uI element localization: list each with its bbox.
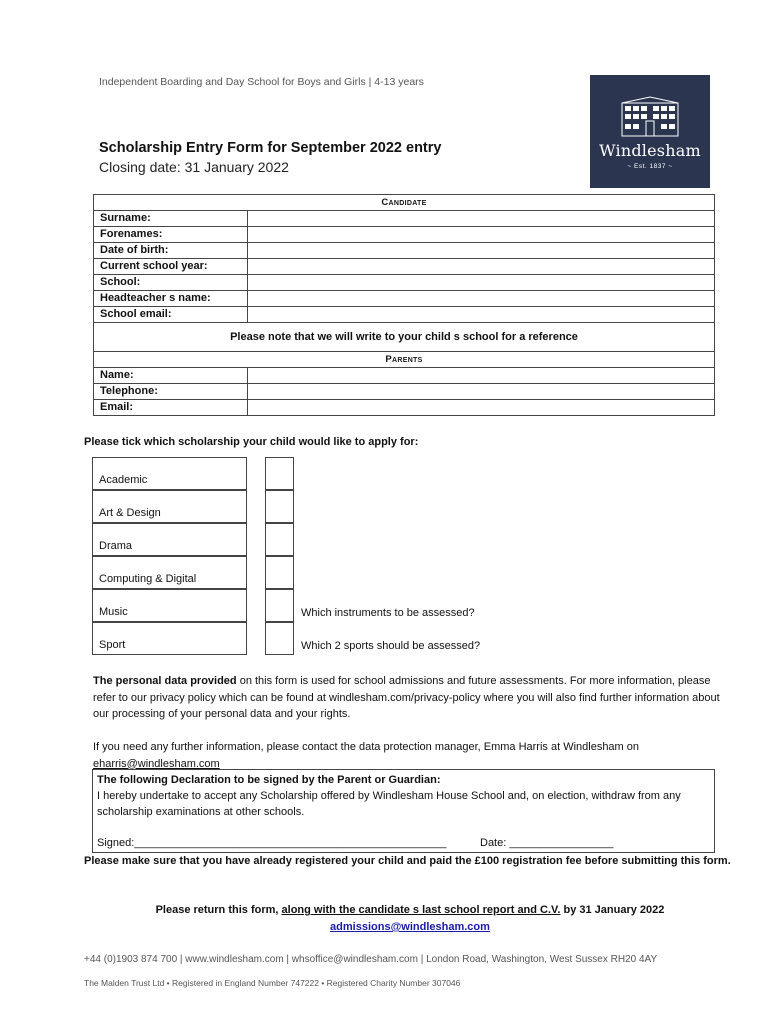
return-suffix: by 31 January 2022: [560, 904, 665, 916]
reference-note: Please note that we will write to your child s school for a reference: [94, 323, 715, 352]
logo-name: Windlesham: [599, 141, 701, 160]
field-label: Forenames:: [94, 227, 248, 243]
field-label: Email:: [94, 400, 248, 416]
return-instructions: [84, 902, 736, 936]
closing-date: Closing date: 31 January 2022: [99, 159, 289, 175]
contact-paragraph: [93, 739, 733, 772]
option-sport: Sport: [92, 622, 247, 655]
privacy-text: on this form is used for school admissions and future assessments. For more information, please refer to our privacy policy which can be found at windlesham.com/privacy-policy where you will also find further information about our processing of your personal data and your rights.: [93, 675, 720, 720]
table-row: [94, 275, 715, 291]
privacy-lead: The personal data provided: [93, 675, 237, 687]
art-design-checkbox[interactable]: [265, 490, 294, 523]
computing-digital-checkbox[interactable]: [265, 556, 294, 589]
headteacher-name-field[interactable]: [248, 291, 715, 307]
registration-note: Please make sure that you have already registered your child and paid the £100 registration fee before submitting this form.: [84, 855, 731, 867]
school-tagline: Independent Boarding and Day School for Boys and Girls | 4-13 years: [99, 76, 424, 88]
date-line[interactable]: Date: _________________: [480, 837, 614, 849]
option-academic: Academic: [92, 457, 247, 490]
table-row: [94, 291, 715, 307]
table-row: [94, 307, 715, 323]
field-label: School:: [94, 275, 248, 291]
table-row: [94, 243, 715, 259]
music-instruments-question: Which instruments to be assessed?: [301, 607, 475, 619]
table-row: [94, 227, 715, 243]
declaration-text: I hereby undertake to accept any Scholarship offered by Windlesham House School and, on election, withdraw from any scholarship examinations at other schools.: [97, 790, 681, 818]
school-field[interactable]: [248, 275, 715, 291]
field-label: Headteacher s name:: [94, 291, 248, 307]
table-row: [94, 384, 715, 400]
logo-established: ~ Est. 1837 ~: [627, 163, 673, 170]
field-label: Current school year:: [94, 259, 248, 275]
parent-name-field[interactable]: [248, 368, 715, 384]
music-checkbox[interactable]: [265, 589, 294, 622]
field-label: Date of birth:: [94, 243, 248, 259]
current-school-year-field[interactable]: [248, 259, 715, 275]
dpm-email-link[interactable]: eharris@windlesham.com: [93, 757, 220, 770]
option-drama: Drama: [92, 523, 247, 556]
field-label: Name:: [94, 368, 248, 384]
sport-question: Which 2 sports should be assessed?: [301, 640, 481, 652]
field-label: Surname:: [94, 211, 248, 227]
option-music: Music: [92, 589, 247, 622]
sport-checkbox[interactable]: [265, 622, 294, 655]
parent-telephone-field[interactable]: [248, 384, 715, 400]
scholarship-intro: Please tick which scholarship your child would like to apply for:: [84, 436, 419, 448]
form-title: Scholarship Entry Form for September 2022 entry: [99, 140, 442, 156]
return-underlined: along with the candidate s last school report and C.V.: [281, 904, 561, 916]
contact-text: If you need any further information, please contact the data protection manager, Emma Harris at Windlesham on: [93, 741, 640, 753]
parent-email-field[interactable]: [248, 400, 715, 416]
option-art-design: Art & Design: [92, 490, 247, 523]
field-label: School email:: [94, 307, 248, 323]
declaration-heading: The following Declaration to be signed by the Parent or Guardian:: [97, 774, 441, 786]
footer-legal: The Malden Trust Ltd • Registered in England Number 747222 • Registered Charity Number 307046: [84, 978, 461, 988]
table-row: [94, 211, 715, 227]
table-row: [94, 259, 715, 275]
footer-contact: +44 (0)1903 874 700 | www.windlesham.com | whsoffice@windlesham.com | London Road, Washington, West Sussex RH20 4AY: [84, 954, 658, 965]
drama-checkbox[interactable]: [265, 523, 294, 556]
privacy-paragraph: [93, 673, 733, 723]
table-row: [94, 400, 715, 416]
forenames-field[interactable]: [248, 227, 715, 243]
date-of-birth-field[interactable]: [248, 243, 715, 259]
parents-heading: Parents: [94, 352, 715, 368]
table-row: [94, 368, 715, 384]
candidate-table: [93, 194, 715, 416]
signature-line[interactable]: Signed:___________________________________________________: [97, 837, 447, 849]
admissions-email-link[interactable]: admissions@windlesham.com: [330, 921, 490, 933]
candidate-heading: Candidate: [94, 195, 715, 211]
building-icon: [620, 95, 680, 137]
school-logo: [590, 75, 710, 188]
declaration-box: [92, 769, 715, 853]
field-label: Telephone:: [94, 384, 248, 400]
academic-checkbox[interactable]: [265, 457, 294, 490]
return-prefix: Please return this form,: [155, 904, 282, 916]
surname-field[interactable]: [248, 211, 715, 227]
school-email-field[interactable]: [248, 307, 715, 323]
option-computing-digital: Computing & Digital: [92, 556, 247, 589]
